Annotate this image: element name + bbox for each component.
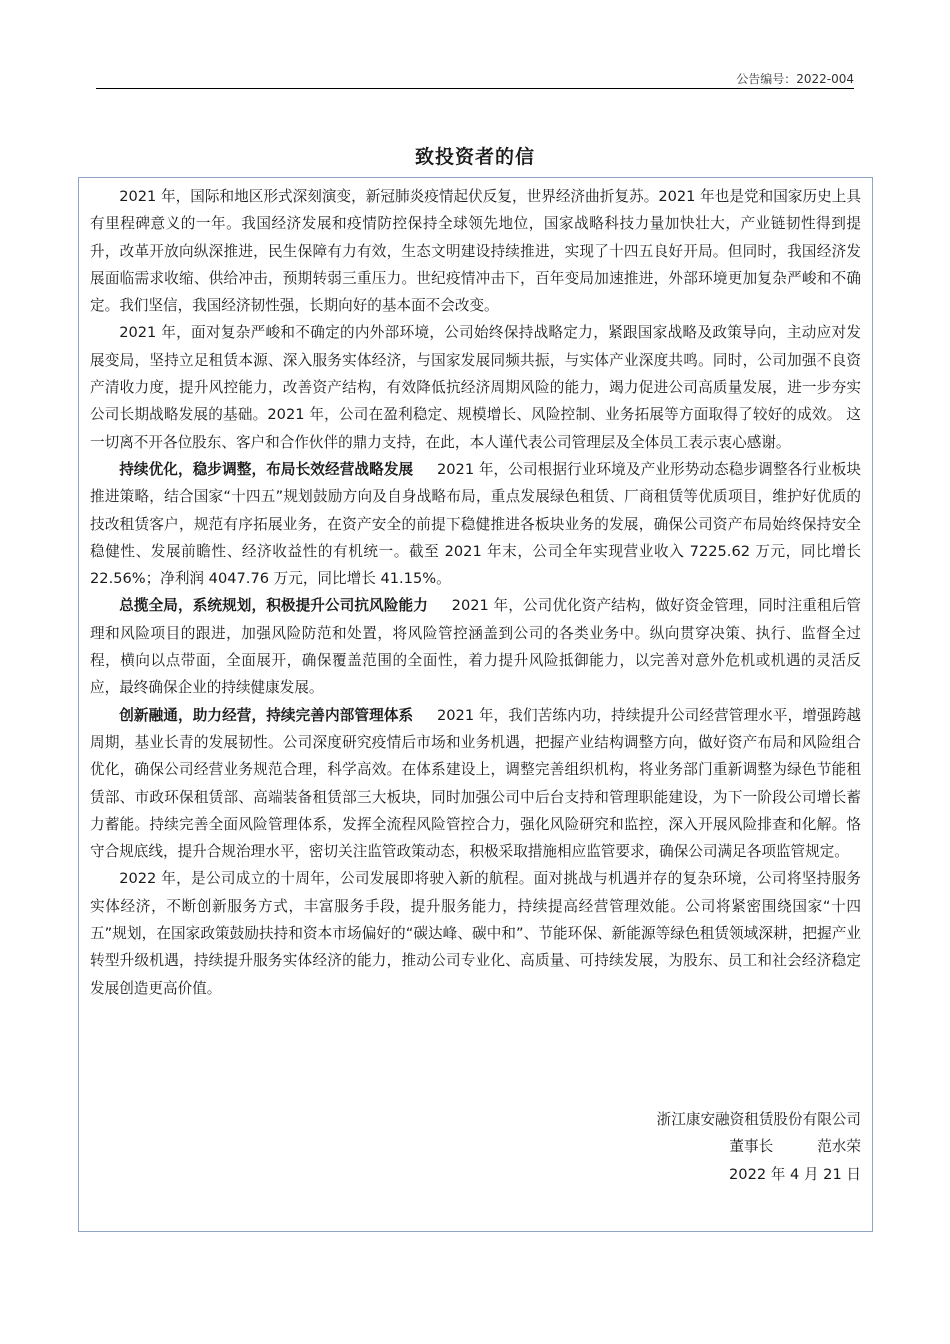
signature-date: 2022 年 4 月 21 日 (729, 1166, 861, 1183)
section-heading: 创新融通，助力经营，持续完善内部管理体系 (119, 706, 414, 724)
section-heading: 持续优化，稳步调整，布局长效经营战略发展 (119, 460, 414, 478)
paragraph-text: 2021 年，我们苦练内功，持续提升公司经营管理水平，增强跨越周期，基业长青的发展韧性。公司深度研究疫情后市场和业务机遇，把握产业结构调整方向，做好资产布局和风险组合优化，确保公司经营业务规范合理，科学高效。在体系建设上，调整完善组织机构，将业务部门重新调整为绿色节能租赁部、市政环保租赁部、高端装备租赁部三大板块，同时加强公司中后台支持和管理职能建设，为下一阶段公司增长蓄力蓄能。持续完善全面风险管理体系，发挥全流程风险管控合力，强化风险研究和监控，深入开展风险排查和化解。恪守合规底线，提升合规治理水平，密切关注监管政策动态，积极采取措施相应监管要求，确保公司满足各项监管规定。 (90, 706, 861, 861)
paragraph-1 (90, 183, 861, 319)
header-divider (96, 88, 854, 89)
paragraph-5 (90, 702, 861, 866)
paragraph-4 (90, 592, 861, 701)
announcement-number-value: 2022-004 (796, 72, 854, 86)
paragraph-text: 2022 年，是公司成立的十周年，公司发展即将驶入新的航程。面对挑战与机遇并存的复杂环境，公司将坚持服务实体经济，不断创新服务方式，丰富服务手段，提升服务能力，持续提高经营管理效能。公司将紧密围绕国家“十四五”规划，在国家政策鼓励扶持和资本市场偏好的“碳达峰、碳中和”、节能环保、新能源等绿色租赁领域深耕，把握产业转型升级机遇，持续提升服务实体经济的能力，推动公司专业化、高质量、可持续发展，为股东、员工和社会经济稳定发展创造更高价值。 (90, 870, 861, 997)
page-title: 致投资者的信 (414, 146, 535, 168)
paragraph-text: 2021 年，公司优化资产结构，做好资金管理，同时注重租后管理和风险项目的跟进，加强风险防范和处置，将风险管控涵盖到公司的各类业务中。纵向贯穿决策、执行、监督全过程，横向以点带面，全面展开，确保覆盖范围的全面性，着力提升风险抵御能力，以完善对意外危机或机遇的灵活反应，最终确保企业的持续健康发展。 (90, 597, 861, 697)
paragraph-text: 2021 年，面对复杂严峻和不确定的内外部环境，公司始终保持战略定力，紧跟国家战略及政策导向，主动应对发展变局，坚持立足租赁本源、深入服务实体经济，与国家发展同频共振，与实体产业深度共鸣。同时，公司加强不良资产清收力度，提升风控能力，改善资产结构，有效降低抗经济周期风险的能力，竭力促进公司高质量发展，进一步夯实公司长期战略发展的基础。2021 年，公司在盈利稳定、规模增长、风险控制、业务拓展等方面取得了较好的成效。 这一切离不开各位股东、客户和合作伙伴的鼎力支持，在此，本人谨代表公司管理层及全体员工表示衷心感谢。 (90, 324, 861, 451)
paragraph-2 (90, 319, 861, 455)
paragraph-text: 2021 年，国际和地区形式深刻演变，新冠肺炎疫情起伏反复，世界经济曲折复苏。2021 年也是党和国家历史上具有里程碑意义的一年。我国经济发展和疫情防控保持全球领先地位，国家战略科技力量加快壮大，产业链韧性得到提升，改革开放向纵深推进，民生保障有力有效，生态文明建设持续推进，实现了十四五良好开局。但同时，我国经济发展面临需求收缩、供给冲击，预期转弱三重压力。世纪疫情冲击下，百年变局加速推进，外部环境更加复杂严峻和不确定。我们坚信，我国经济韧性强，长期向好的基本面不会改变。 (90, 188, 861, 315)
section-heading: 总揽全局，系统规划，积极提升公司抗风险能力 (119, 597, 428, 615)
signature-company: 浙江康安融资租赁股份有限公司 (656, 1111, 861, 1128)
paragraph-3 (90, 456, 861, 592)
signature-name: 范水荣 (817, 1138, 861, 1155)
signature-role-line (729, 1133, 861, 1160)
letter-body (78, 177, 873, 1232)
announcement-number (736, 70, 854, 87)
announcement-number-label: 公告编号： (736, 72, 797, 86)
paragraph-text: 2021 年，公司根据行业环境及产业形势动态稳步调整各行业板块推进策略，结合国家“十四五”规划鼓励方向及自身战略布局，重点发展绿色租赁、厂商租赁等优质项目，维护好优质的技改租赁客户，规范有序拓展业务，在资产安全的前提下稳健推进各板块业务的发展，确保公司资产布局始终保持安全稳健性、发展前瞻性、经济收益性的有机统一。截至 2021 年末，公司全年实现营业收入 7225.62 万元，同比增长 22.56%；净利润 4047.76 万元，同比增长 41.15%。 (90, 460, 861, 588)
signature-role: 董事长 (729, 1138, 774, 1155)
paragraph-6 (90, 865, 861, 1001)
